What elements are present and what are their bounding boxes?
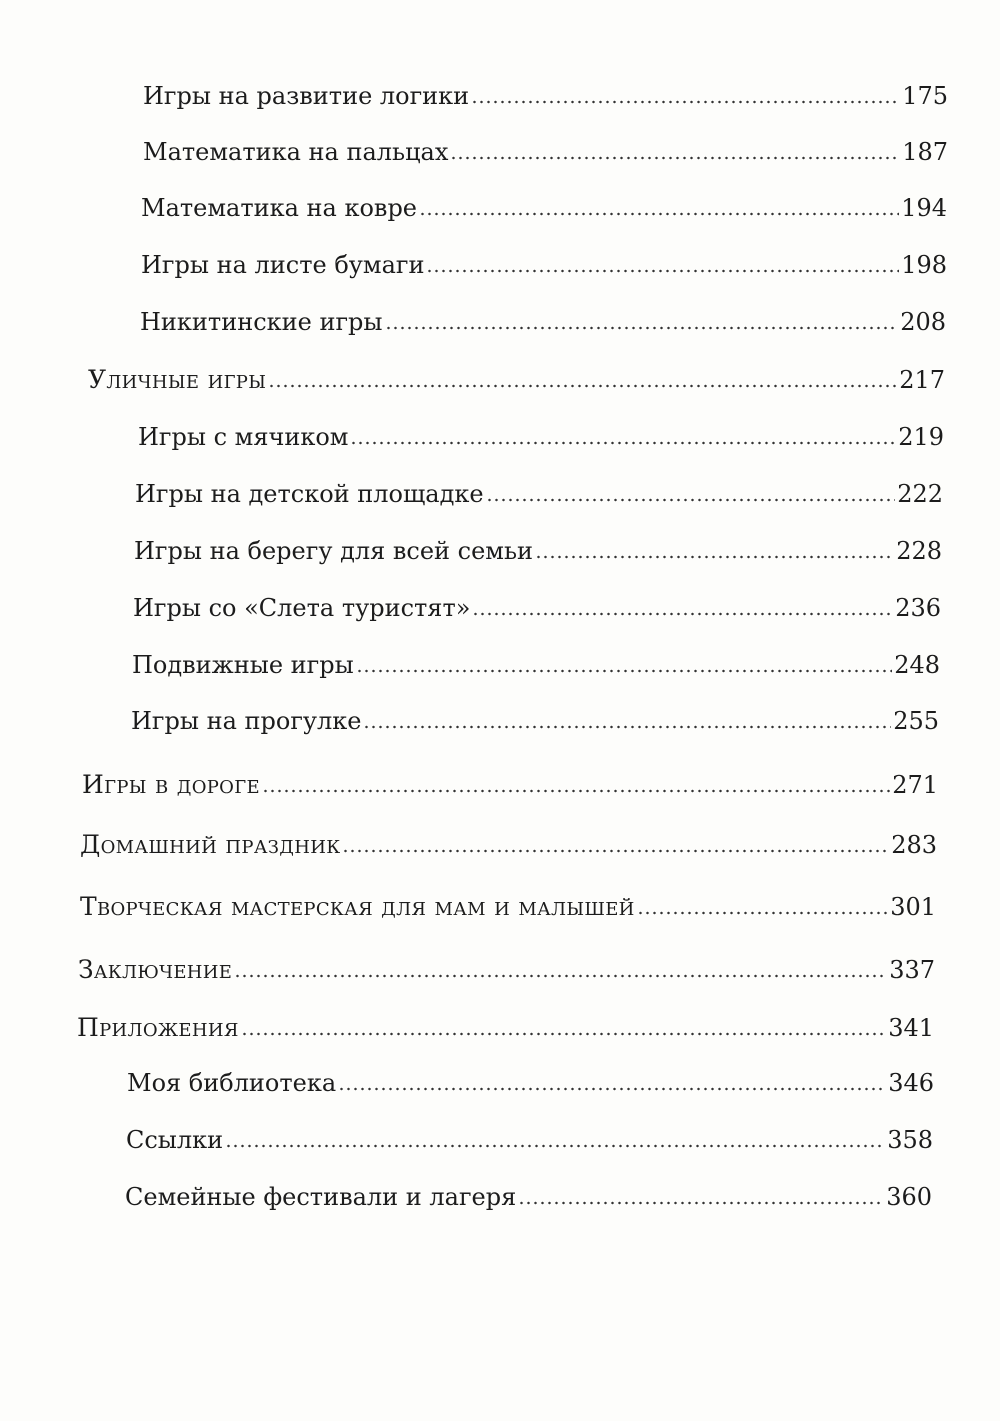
toc-entry xyxy=(127,1069,934,1109)
toc-entry-page: 360 xyxy=(886,1183,932,1211)
toc-entry-title: Математика на пальцах xyxy=(143,138,449,166)
dot-leader xyxy=(342,849,889,853)
toc-entry xyxy=(141,194,947,234)
toc-entry-title: Заключение xyxy=(78,955,233,984)
toc-entry-page: 236 xyxy=(895,594,941,622)
toc-entry-page: 217 xyxy=(899,366,945,394)
toc-entry-title: Математика на ковре xyxy=(141,194,418,222)
toc-entry-page: 194 xyxy=(901,194,947,222)
toc-entry-page: 337 xyxy=(889,956,935,984)
toc-entry xyxy=(133,594,941,634)
toc-entry-title: Домашний праздник xyxy=(80,830,341,859)
toc-entry xyxy=(131,707,939,747)
toc-entry-title: Семейные фестивали и лагеря xyxy=(125,1183,517,1211)
toc-entry-page: 208 xyxy=(900,308,946,336)
toc-entry-title: Никитинские игры xyxy=(140,308,383,336)
toc-entry xyxy=(140,308,946,348)
toc-entry-page: 175 xyxy=(902,82,948,110)
toc-entry-title: Игры со «Слета туристят» xyxy=(133,594,471,622)
toc-entry-page: 198 xyxy=(901,251,947,279)
toc-entry-title: Игры на листе бумаги xyxy=(141,251,425,279)
toc-entry-page: 341 xyxy=(888,1014,934,1042)
dot-leader xyxy=(350,441,896,445)
toc-entry-page: 248 xyxy=(894,651,940,679)
toc-entry-page: 346 xyxy=(888,1069,934,1097)
toc-entry-page: 222 xyxy=(897,480,943,508)
toc-entry-page: 255 xyxy=(893,707,939,735)
toc-chapter xyxy=(82,770,938,810)
toc-chapter xyxy=(80,830,937,870)
toc-entry xyxy=(126,1126,933,1166)
dot-leader xyxy=(385,326,899,330)
toc-entry xyxy=(125,1183,932,1223)
dot-leader xyxy=(268,384,897,388)
toc-chapter xyxy=(80,892,936,932)
toc-entry xyxy=(134,537,942,577)
toc-entry-page: 283 xyxy=(891,831,937,859)
toc-entry-page: 358 xyxy=(887,1126,933,1154)
toc-entry xyxy=(141,251,947,291)
toc-entry-title: Игры в дороге xyxy=(82,770,260,799)
toc-entry-title: Игры на детской площадке xyxy=(135,480,484,508)
dot-leader xyxy=(535,555,894,559)
toc-entry-title: Игры на развитие логики xyxy=(143,82,470,110)
toc-entry-title: Моя библиотека xyxy=(127,1069,337,1097)
dot-leader xyxy=(234,974,887,978)
toc-entry-title: Творческая мастерская для мам и малышей xyxy=(80,892,635,921)
dot-leader xyxy=(426,269,899,273)
toc-entry-page: 219 xyxy=(898,423,944,451)
toc-entry-title: Игры с мячиком xyxy=(138,423,349,451)
toc-entry-title: Приложения xyxy=(77,1013,239,1042)
toc-entry-title: Ссылки xyxy=(126,1126,224,1154)
toc-entry-page: 301 xyxy=(890,893,936,921)
toc-chapter xyxy=(77,1013,934,1053)
toc-entry xyxy=(138,423,944,463)
dot-leader xyxy=(471,100,900,104)
toc-chapter xyxy=(78,955,935,995)
toc-entry-title: Уличные игры xyxy=(88,365,267,394)
dot-leader xyxy=(363,725,891,729)
toc-entry-page: 228 xyxy=(896,537,942,565)
dot-leader xyxy=(518,1201,884,1205)
toc-entry xyxy=(143,138,948,178)
toc-entry-page: 271 xyxy=(892,771,938,799)
dot-leader xyxy=(338,1087,886,1091)
dot-leader xyxy=(450,156,900,160)
dot-leader xyxy=(241,1032,887,1036)
dot-leader xyxy=(637,911,889,915)
dot-leader xyxy=(225,1144,885,1148)
dot-leader xyxy=(356,669,892,673)
toc-chapter xyxy=(88,365,945,405)
toc-entry-title: Игры на прогулке xyxy=(131,707,362,735)
dot-leader xyxy=(419,212,899,216)
toc-entry-page: 187 xyxy=(902,138,948,166)
toc-entry-title: Подвижные игры xyxy=(132,651,354,679)
toc-entry xyxy=(135,480,943,520)
dot-leader xyxy=(486,498,896,502)
toc-entry-title: Игры на берегу для всей семьи xyxy=(134,537,534,565)
dot-leader xyxy=(472,612,893,616)
dot-leader xyxy=(262,789,890,793)
toc-entry xyxy=(132,651,940,691)
toc-entry xyxy=(143,82,948,122)
